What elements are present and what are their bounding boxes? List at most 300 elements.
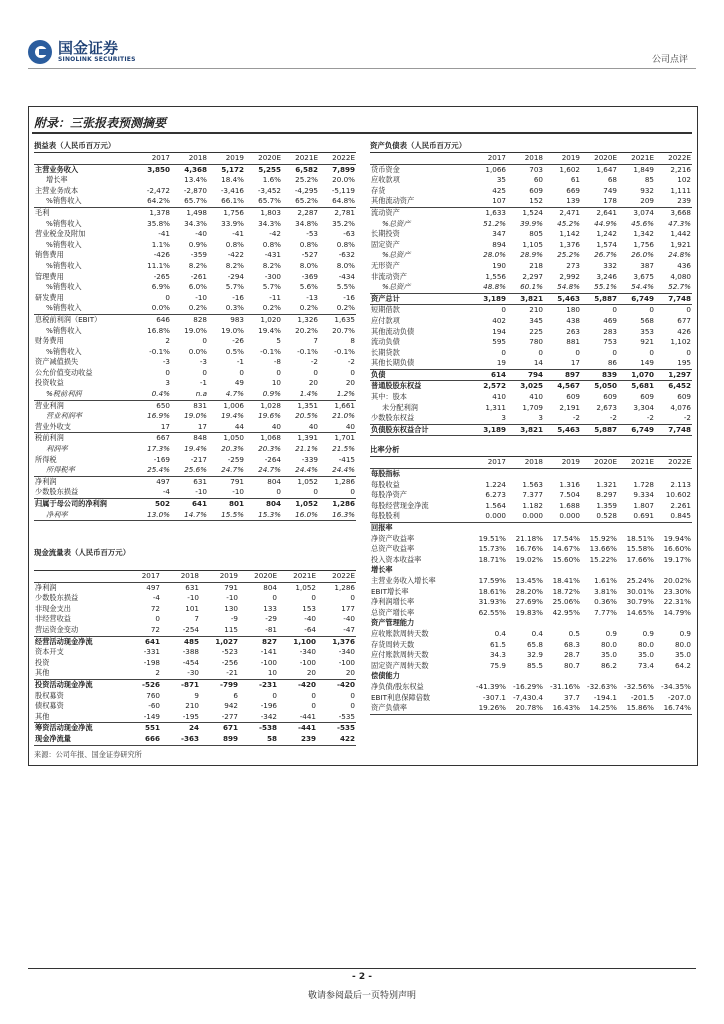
cell-value: 72 [122,625,161,636]
cell-value: -340 [338,647,355,657]
year-header-row [34,571,356,582]
table-row [370,480,692,491]
cell-value: 152 [507,196,544,207]
table-row [34,326,356,337]
cell-value: 0 [311,593,316,603]
cell-value: 5.7% [225,282,244,292]
cell-value: 1.4% [282,389,319,400]
row-label: 资本开支 [35,647,64,657]
cell-value: 804 [267,476,281,486]
cell-value: 24.4% [319,465,356,476]
cell-value: 2,641 [596,207,617,217]
row-label: %总资产 [382,218,411,228]
cell-value [544,565,581,576]
table-row [370,661,692,672]
row-label: 营业利润 [35,400,64,410]
cell-value: -196 [260,701,277,711]
cell-value: 20.7% [332,325,355,335]
cell-value: 1,006 [223,400,244,410]
cell-value: 0.2% [319,303,356,314]
row-label: %销售收入 [46,218,82,228]
cell-value: 7.77% [594,607,617,617]
row-label: 回报率 [371,523,393,532]
cell-value: 641 [191,499,207,508]
cell-value: 24.4% [282,465,319,476]
cell-value: -60 [148,701,160,711]
cell-value: -4,295 [294,185,318,195]
year-header-row [370,457,692,468]
cell-value: 0 [350,593,355,603]
table-row [370,650,692,661]
row-label: 普通股股东权益 [371,381,422,391]
cell-value [544,523,581,534]
cell-value: 0 [272,593,277,603]
cell-value: 210 [529,305,543,315]
cell-value: -10 [171,487,208,498]
cell-value: 1,633 [485,207,506,217]
year-header: 2017 [134,153,171,164]
cell-value: 25.4% [134,465,171,476]
row-label: EBIT利息保障倍数 [371,692,431,702]
cell-value: 1,556 [485,271,506,281]
table-row [370,229,692,240]
year-header: 2018 [171,153,208,164]
table-row [34,510,356,521]
cell-value: 68.3 [563,639,580,649]
cell-value: -363 [161,734,200,745]
year-header: 2017 [470,153,507,164]
row-label: 营业利润率 [46,411,82,421]
cell-value: -41 [158,229,170,239]
cell-value: -4 [134,487,171,498]
cell-value: 5,050 [594,381,617,391]
row-label: 所得税率 [34,465,134,476]
table-row [34,186,356,197]
cell-value: 4,080 [670,271,691,281]
cell-value: 5,255 [258,164,281,174]
cell-value: 153 [302,603,316,613]
cash-flow-statement [34,548,356,746]
row-label: 未分配利润 [382,402,418,412]
cell-value: 1,027 [215,636,238,646]
cell-value: 25.2% [295,175,318,185]
brand-name-cn: 国金证券 [58,38,119,57]
cell-value: 1,050 [223,433,244,443]
cell-value: 0 [501,305,506,315]
cell-value: 65.2% [282,196,319,207]
cell-value: -426 [153,250,170,260]
table-row [34,378,356,389]
table-row [370,587,692,598]
table-row [370,618,692,629]
table-row [370,424,692,436]
year-header: 2021E [282,153,319,164]
row-label: 息税前利润（EBIT） [35,314,102,324]
cell-value: 8.2% [188,260,207,270]
cell-value: -195 [161,712,200,723]
cell-value: -100 [260,657,277,667]
cell-value: -259 [227,454,244,464]
table-row [370,381,692,392]
year-header: 2017 [470,457,507,468]
cell-value: 20.5% [295,411,318,421]
cell-value: 273 [566,260,580,270]
cell-value: 51.2% [483,218,506,228]
cell-value: -5,119 [331,185,355,195]
table-row [370,337,692,348]
cell-value: 1.2% [319,389,356,400]
cell-value: -2 [544,413,581,424]
cell-value: 4,567 [557,381,580,391]
cell-value: -21 [200,668,239,679]
cell-value: 641 [144,636,160,646]
cell-value: 2.113 [670,479,691,489]
row-label: 每股经营现金净流 [371,500,429,510]
cell-value: 18.72% [552,586,580,596]
cell-value: 17 [544,358,581,369]
cell-value: -420 [298,679,316,689]
cell-value: 2,572 [483,381,506,391]
row-label: 固定资产 [371,239,400,249]
cell-value: 239 [655,196,692,207]
source-note: 来源：公司年报、国金证券研究所 [34,750,142,759]
cell-value: 0.2% [171,303,208,314]
cell-value: 1,921 [670,239,691,249]
document-type: 公司点评 [651,55,688,65]
table-row [370,392,692,403]
cell-value: -100 [299,657,316,667]
cell-value: 3,074 [633,207,654,217]
cell-value: 0 [245,487,282,498]
cell-value: -254 [161,625,200,636]
table-row [370,186,692,197]
cell-value: 35.8% [147,218,170,228]
cell-value [544,671,581,682]
cell-value: 40 [319,422,356,433]
table-row [370,282,692,293]
cell-value: -454 [182,657,199,667]
cell-value: 2,191 [559,402,580,412]
cell-value: 25.24% [626,575,654,585]
table-row [370,640,692,651]
cell-value: 35.0 [674,650,691,660]
year-header: 2018 [507,457,544,468]
cell-value [134,175,171,186]
table-row [34,499,356,510]
cell-value: 21.0% [332,411,355,421]
cell-value: 5 [276,336,281,346]
cell-value: 3,668 [670,207,691,217]
cell-value [544,469,581,480]
cell-value: 0.845 [655,511,692,522]
table-row [370,523,692,534]
table-row [370,219,692,230]
cell-value: 61 [570,175,580,185]
cell-value: 16.76% [515,544,543,554]
cell-value: 801 [228,499,244,508]
cell-value: 0 [272,690,277,700]
row-label: 少数股东损益 [34,487,134,498]
cell-value [618,671,655,682]
cell-value: 17.66% [626,554,654,564]
cell-value: -632 [338,250,355,260]
cell-value: 0.8% [299,239,318,249]
cell-value: 1.563 [522,479,543,489]
cell-value: 47.3% [668,218,691,228]
cell-value: 25.2% [557,250,580,260]
cell-value: 149 [618,358,655,369]
cell-value: -231 [259,679,277,689]
row-label: 财务费用 [35,336,64,346]
appendix-title: 附录：三张报表预测摘要 [34,116,167,130]
table-row [370,369,692,381]
cell-value: -9 [230,614,238,624]
cell-value: -3 [162,357,170,367]
table-row [34,400,356,411]
cell-value: -40 [304,614,316,624]
cell-value: 0.4 [531,628,543,638]
cell-value: 1,052 [295,582,316,592]
row-label: 少数股东权益 [370,413,470,424]
cell-value: 6,749 [618,293,655,305]
table-row [34,614,356,625]
row-label: 每股指标 [371,469,400,479]
cell-value: 8.0% [299,260,318,270]
cell-value: 828 [193,314,207,324]
cell-value: 34.3% [258,218,281,228]
year-header: 2019 [208,153,245,164]
cell-value: 0.8% [225,239,244,249]
cell-value: 19.0% [184,411,207,421]
cell-value: 72 [150,603,160,613]
table-row [34,433,356,444]
cell-value: 16.60% [663,544,691,554]
cell-value: 671 [222,723,238,733]
cell-value: 19.4% [258,325,281,335]
cell-value: 65.8 [526,639,543,649]
cell-value: 19.0% [221,325,244,335]
cell-value [618,565,655,576]
cell-value: 485 [183,636,199,646]
year-header-row [34,153,356,164]
cell-value: 5,887 [581,293,618,305]
row-label: 归属于母公司的净利润 [35,499,107,508]
cell-value: 897 [544,369,581,381]
cell-value: 14 [507,358,544,369]
cell-value: 4,368 [184,164,207,174]
row-label: 债权募资 [35,701,64,711]
table-row [34,593,356,604]
cell-value: 194 [492,326,506,336]
cell-value: 101 [185,603,199,613]
row-label: 利润率 [46,444,68,454]
cell-value: 551 [144,723,160,733]
cell-value: 195 [655,358,692,369]
cell-value: 1.688 [559,500,580,510]
cell-value: -2,870 [183,185,207,195]
table-row [34,347,356,358]
cell-value: 502 [154,499,170,508]
cell-value: 58 [239,734,278,745]
cell-value: 2,216 [670,164,691,174]
cell-value: 7,748 [655,293,692,305]
cell-value: 1.224 [485,479,506,489]
cell-value: -53 [306,229,318,239]
cell-value: -2 [618,413,655,424]
cell-value: -10 [195,292,207,302]
cell-value: -339 [301,454,318,464]
row-label: %销售收入 [34,303,134,314]
table-row [370,703,692,714]
cell-value: 15.60% [552,554,580,564]
table-row [370,250,692,261]
table-row [370,261,692,272]
table-row [370,207,692,218]
cell-value: 180 [566,305,580,315]
cell-value: 804 [263,582,277,592]
row-label: 毛利 [35,207,50,217]
cell-value: 20 [345,378,355,388]
row-label: 货币资金 [371,164,400,174]
balance-sheet [370,140,692,715]
table-row [370,629,692,640]
cell-value: 4.7% [208,389,245,400]
cell-value: 5,463 [544,424,581,436]
cell-value: 34.8% [295,218,318,228]
row-label: 负债 [370,369,470,381]
cell-value: 9 [194,690,199,700]
cell-value: -41 [232,229,244,239]
cell-value [581,523,618,534]
cell-value: 20.3% [258,444,281,454]
cell-value: 0.000 [544,511,581,522]
cell-value: 1,756 [223,207,244,217]
cell-value: 1.564 [485,500,506,510]
cell-value: 15.92% [589,533,617,543]
cell-value: 19.02% [515,554,543,564]
cell-value: -0.1% [149,346,170,356]
table-row [34,250,356,261]
cell-value: 18.4% [221,175,244,185]
cell-value: 0 [612,347,617,357]
cell-value: 497 [156,476,170,486]
cell-value: -32.63% [587,681,617,691]
cell-value: 17.3% [147,444,170,454]
cell-value: 426 [677,326,691,336]
cell-value: 18.61% [478,586,506,596]
table-row [34,219,356,230]
cell-value: 139 [544,196,581,207]
cell-value: 86.2 [600,660,617,670]
cell-value: 18.41% [552,575,580,585]
cell-value: 25.06% [552,597,580,607]
cell-value: 5.7% [262,282,281,292]
year-header: 2021E [618,153,655,164]
table-row [34,604,356,615]
cell-value: -63 [343,229,355,239]
cell-value: -0.1% [334,346,355,356]
cell-value: 2 [165,336,170,346]
cell-value: -265 [153,271,170,281]
cell-value: 24.7% [208,465,245,476]
cell-value: -3,416 [220,185,244,195]
cell-value: 130 [224,603,238,613]
cell-value: 609 [640,392,654,402]
cell-value: -0.1% [297,346,318,356]
cell-value: 40 [282,422,319,433]
cell-value: -340 [299,647,316,657]
cell-value: 0 [319,487,356,498]
cell-value: 6,582 [295,164,318,174]
cell-value: 80.0 [674,639,691,649]
cell-value [581,671,618,682]
cell-value: -535 [317,712,356,723]
cell-value: 39.9% [520,218,543,228]
cell-value: -538 [259,723,277,733]
cell-value: 422 [317,734,356,745]
cell-value: -434 [338,271,355,281]
cell-value: 1,701 [334,433,355,443]
cell-value: 1.728 [633,479,654,489]
cell-value: 0 [165,367,170,377]
cell-value: -47 [317,625,356,636]
cell-value: 805 [529,229,543,239]
cell-value: 44.9% [594,218,617,228]
cell-value: 66.1% [208,196,245,207]
cell-value: 23.30% [663,586,691,596]
cell-value [507,565,544,576]
cell-value: 703 [529,164,543,174]
row-label: 公允价值变动收益 [35,367,93,377]
cell-value: 27.69% [515,597,543,607]
cell-value: 7,748 [655,424,692,436]
cell-value: 21.5% [332,444,355,454]
cell-value: 85 [644,175,654,185]
cell-value: 115 [200,625,239,636]
row-label: 营运资金变动 [34,625,122,636]
disclaimer-note: 敬请参阅最后一页特别声明 [307,991,416,1001]
row-label: %总资产 [382,250,411,260]
cell-value: 1,756 [633,239,654,249]
row-label: %销售收入 [46,346,82,356]
cell-value: 0 [686,305,691,315]
row-label: 每股收益 [371,479,400,489]
cell-value: 1,574 [596,239,617,249]
year-header: 2021E [278,571,317,582]
cell-value: -42 [269,229,281,239]
cell-value: -527 [301,250,318,260]
row-label: 净资产收益率 [371,533,415,543]
cell-value: 60.1% [507,282,544,293]
row-label: %税前利润 [34,389,134,400]
logo-icon [28,40,52,64]
cell-value: 65.7% [245,196,282,207]
cell-value: -11 [269,292,281,302]
table-row [370,272,692,283]
cell-value: 0.4 [494,628,506,638]
row-label: 销售费用 [35,250,64,260]
table-row [34,465,356,476]
cell-value: 19.94% [663,533,691,543]
cell-value: 49 [234,378,244,388]
cell-value: 3 [507,413,544,424]
cell-value: -31.16% [550,681,580,691]
table-row [34,175,356,186]
cell-value: 6.0% [188,282,207,292]
table-row [370,358,692,369]
cell-value: 42.95% [552,607,580,617]
cell-value: 1,661 [334,400,355,410]
